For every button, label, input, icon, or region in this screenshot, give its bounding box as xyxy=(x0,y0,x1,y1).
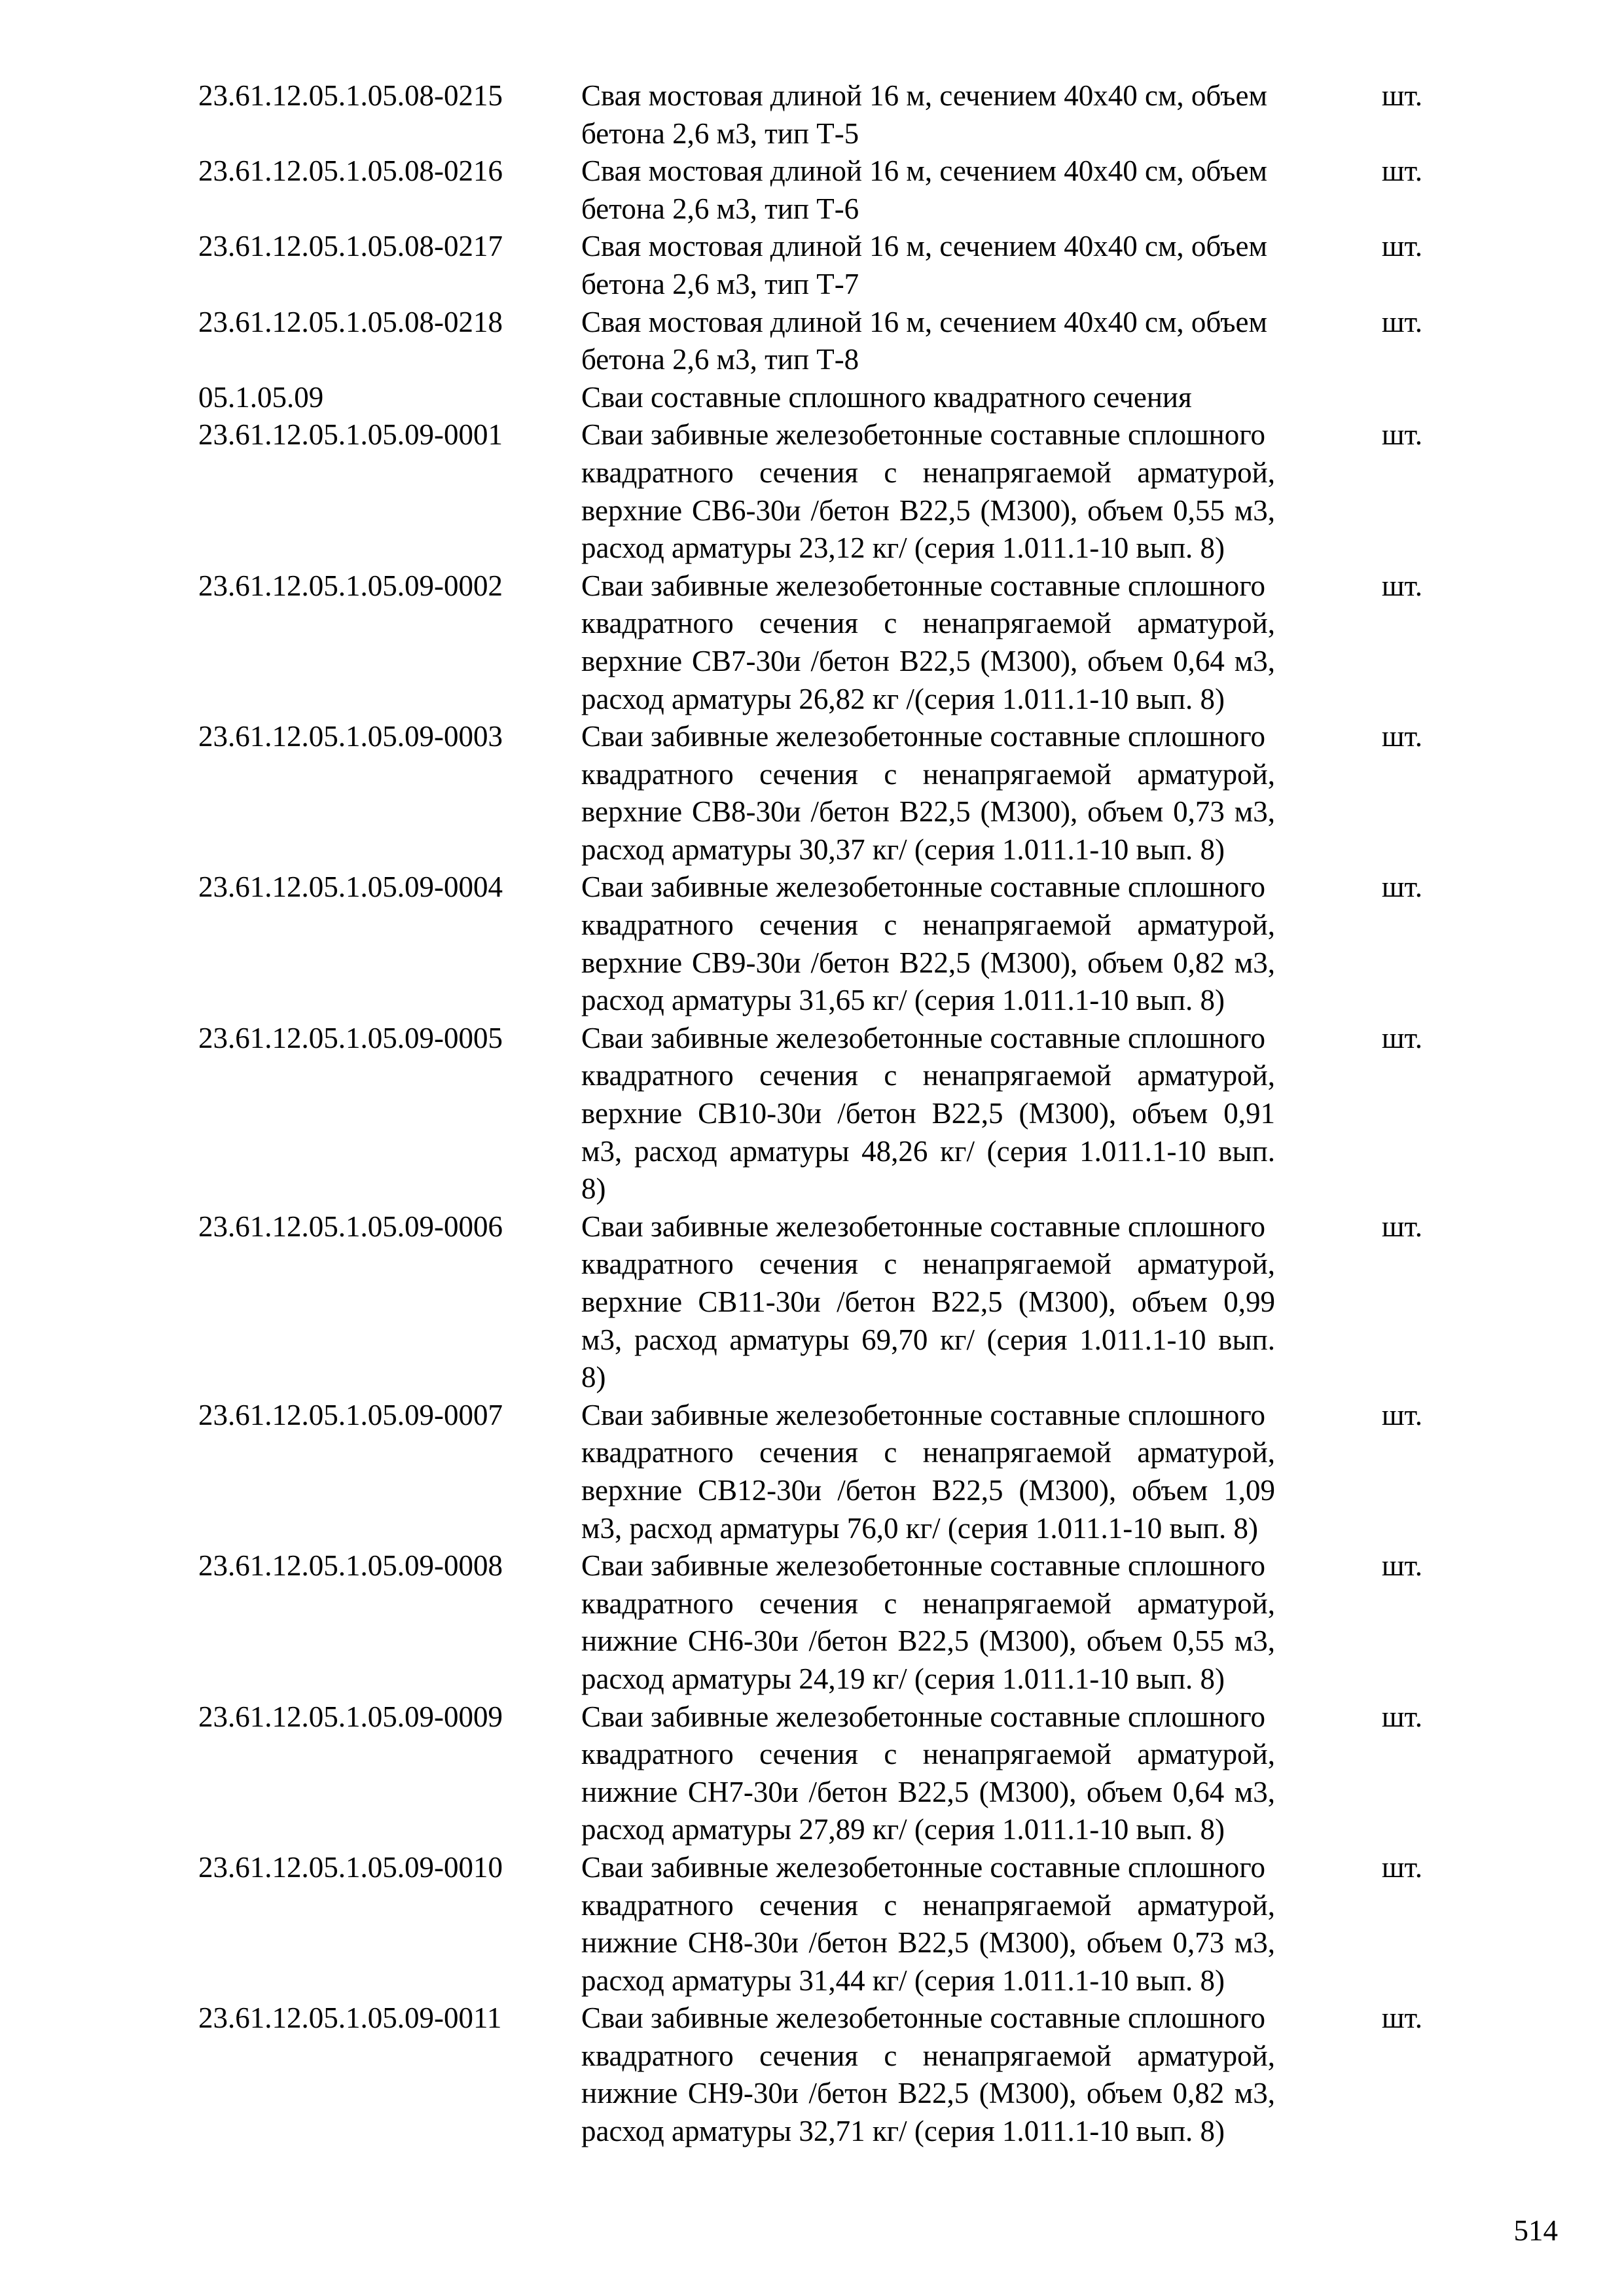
description-line: квадратного сечения с ненапрягаемой арматурой, xyxy=(581,757,1275,791)
description-line: нижние СН8-30и /бетон В22,5 (М300), объем 0,73 м3, xyxy=(581,1926,1275,1960)
catalog-entry xyxy=(198,77,1422,152)
description-line: расход арматуры 31,44 кг/ (серия 1.011.1-10 вып. 8) xyxy=(581,1964,1225,1997)
description-line: расход арматуры 30,37 кг/ (серия 1.011.1-10 вып. 8) xyxy=(581,833,1225,866)
description-line: бетона 2,6 м3, тип Т-5 xyxy=(581,117,859,150)
entry-unit: шт. xyxy=(1381,305,1422,338)
entry-unit: шт. xyxy=(1381,154,1422,188)
entry-description xyxy=(581,1547,1363,1698)
description-line: Свая мостовая длиной 16 м, сечением 40х40 см, объем xyxy=(581,230,1267,263)
description-line: 8) xyxy=(581,1361,606,1394)
description-line: бетона 2,6 м3, тип Т-7 xyxy=(581,267,859,300)
description-line: расход арматуры 23,12 кг/ (серия 1.011.1-10 вып. 8) xyxy=(581,531,1225,565)
description-line: м3, расход арматуры 76,0 кг/ (серия 1.011.1-10 вып. 8) xyxy=(581,1511,1258,1545)
description-line: Сваи забивные железобетонные составные сплошного xyxy=(581,1021,1266,1054)
description-line: верхние СВ9-30и /бетон В22,5 (М300), объем 0,82 м3, xyxy=(581,946,1275,979)
entry-code: 23.61.12.05.1.05.08-0218 xyxy=(198,305,503,338)
entry-unit: шт. xyxy=(1381,230,1422,263)
entry-code: 05.1.05.09 xyxy=(198,380,324,414)
catalog-entry xyxy=(198,1208,1422,1397)
entry-code: 23.61.12.05.1.05.09-0004 xyxy=(198,870,503,904)
entry-unit: шт. xyxy=(1381,1021,1422,1054)
entry-unit: шт. xyxy=(1381,2001,1422,2035)
description-line: Сваи забивные железобетонные составные сплошного xyxy=(581,720,1266,753)
entry-unit: шт. xyxy=(1381,870,1422,904)
entry-description xyxy=(581,416,1363,567)
entry-unit: шт. xyxy=(1381,1850,1422,1884)
description-line: м3, расход арматуры 48,26 кг/ (серия 1.011.1-10 вып. xyxy=(581,1134,1275,1168)
entry-unit: шт. xyxy=(1381,1210,1422,1243)
description-line: Сваи забивные железобетонные составные сплошного xyxy=(581,418,1266,452)
entry-description xyxy=(581,567,1363,718)
entry-unit: шт. xyxy=(1381,720,1422,753)
description-line: квадратного сечения с ненапрягаемой арматурой, xyxy=(581,1888,1275,1922)
entry-code: 23.61.12.05.1.05.09-0008 xyxy=(198,1549,503,1583)
catalog-entry xyxy=(198,152,1422,228)
entry-code: 23.61.12.05.1.05.09-0001 xyxy=(198,418,503,452)
entry-unit: шт. xyxy=(1381,1549,1422,1583)
description-line: Сваи забивные железобетонные составные сплошного xyxy=(581,2001,1266,2035)
entry-description xyxy=(581,1208,1363,1397)
entry-description xyxy=(581,1698,1363,1849)
description-line: квадратного сечения с ненапрягаемой арматурой, xyxy=(581,607,1275,640)
catalog-entry xyxy=(198,304,1422,379)
entry-description xyxy=(581,718,1363,869)
catalog-list xyxy=(198,77,1422,2151)
catalog-entry xyxy=(198,1547,1422,1698)
catalog-entry xyxy=(198,379,1422,417)
description-line: Сваи забивные железобетонные составные сплошного xyxy=(581,1700,1266,1733)
entry-unit: шт. xyxy=(1381,1398,1422,1431)
description-line: квадратного сечения с ненапрягаемой арматурой, xyxy=(581,456,1275,489)
entry-unit: шт. xyxy=(1381,418,1422,452)
catalog-entry xyxy=(198,2000,1422,2150)
entry-code: 23.61.12.05.1.05.08-0217 xyxy=(198,230,503,263)
catalog-entry xyxy=(198,1397,1422,1547)
description-line: Сваи забивные железобетонные составные сплошного xyxy=(581,1210,1266,1243)
catalog-entry xyxy=(198,1849,1422,2000)
description-line: квадратного сечения с ненапрягаемой арматурой, xyxy=(581,1587,1275,1620)
description-line: расход арматуры 27,89 кг/ (серия 1.011.1-10 вып. 8) xyxy=(581,1813,1225,1846)
entry-code: 23.61.12.05.1.05.09-0006 xyxy=(198,1210,503,1243)
entry-code: 23.61.12.05.1.05.09-0002 xyxy=(198,569,503,602)
page-number: 514 xyxy=(1513,2214,1558,2247)
description-line: Сваи забивные железобетонные составные сплошного xyxy=(581,1850,1266,1884)
description-line: Свая мостовая длиной 16 м, сечением 40х40 см, объем xyxy=(581,79,1267,112)
catalog-entry xyxy=(198,567,1422,718)
entry-code: 23.61.12.05.1.05.08-0216 xyxy=(198,154,503,188)
description-line: расход арматуры 32,71 кг/ (серия 1.011.1-10 вып. 8) xyxy=(581,2115,1225,2148)
description-line: квадратного сечения с ненапрягаемой арматурой, xyxy=(581,1738,1275,1771)
entry-code: 23.61.12.05.1.05.09-0009 xyxy=(198,1700,503,1733)
entry-description xyxy=(581,869,1363,1019)
description-line: нижние СН9-30и /бетон В22,5 (М300), объем 0,82 м3, xyxy=(581,2077,1275,2110)
description-line: Сваи забивные железобетонные составные сплошного xyxy=(581,1398,1266,1431)
description-line: квадратного сечения с ненапрягаемой арматурой, xyxy=(581,1247,1275,1281)
description-line: квадратного сечения с ненапрягаемой арматурой, xyxy=(581,908,1275,942)
description-line: верхние СВ11-30и /бетон В22,5 (М300), объем 0,99 xyxy=(581,1285,1275,1318)
description-line: нижние СН6-30и /бетон В22,5 (М300), объем 0,55 м3, xyxy=(581,1624,1275,1658)
entry-description xyxy=(581,1020,1363,1208)
catalog-entry xyxy=(198,1698,1422,1849)
description-line: 8) xyxy=(581,1172,606,1206)
description-line: Сваи забивные железобетонные составные сплошного xyxy=(581,569,1266,602)
description-line: расход арматуры 24,19 кг/ (серия 1.011.1-10 вып. 8) xyxy=(581,1662,1225,1695)
catalog-entry xyxy=(198,869,1422,1019)
description-line: Сваи забивные железобетонные составные сплошного xyxy=(581,1549,1266,1583)
description-line: верхние СВ6-30и /бетон В22,5 (М300), объем 0,55 м3, xyxy=(581,493,1275,527)
entry-unit: шт. xyxy=(1381,569,1422,602)
entry-unit: шт. xyxy=(1381,1700,1422,1733)
description-line: Свая мостовая длиной 16 м, сечением 40х40 см, объем xyxy=(581,154,1267,188)
description-line: верхние СВ10-30и /бетон В22,5 (М300), объем 0,91 xyxy=(581,1097,1275,1130)
entry-code: 23.61.12.05.1.05.09-0011 xyxy=(198,2001,502,2035)
entry-description xyxy=(581,2000,1363,2150)
description-line: квадратного сечения с ненапрягаемой арматурой, xyxy=(581,1059,1275,1092)
description-line: бетона 2,6 м3, тип Т-6 xyxy=(581,192,859,225)
description-line: Сваи составные сплошного квадратного сечения xyxy=(581,380,1192,414)
catalog-entry xyxy=(198,416,1422,567)
entry-description xyxy=(581,228,1363,303)
entry-description xyxy=(581,1849,1363,2000)
description-line: расход арматуры 26,82 кг /(серия 1.011.1-10 вып. 8) xyxy=(581,682,1225,715)
description-line: м3, расход арматуры 69,70 кг/ (серия 1.011.1-10 вып. xyxy=(581,1323,1275,1356)
catalog-entry xyxy=(198,1020,1422,1208)
entry-code: 23.61.12.05.1.05.09-0003 xyxy=(198,720,503,753)
description-line: верхние СВ7-30и /бетон В22,5 (М300), объем 0,64 м3, xyxy=(581,644,1275,677)
entry-code: 23.61.12.05.1.05.09-0005 xyxy=(198,1021,503,1054)
description-line: бетона 2,6 м3, тип Т-8 xyxy=(581,343,859,376)
description-line: верхние СВ8-30и /бетон В22,5 (М300), объем 0,73 м3, xyxy=(581,795,1275,829)
entry-description xyxy=(581,77,1363,152)
description-line: квадратного сечения с ненапрягаемой арматурой, xyxy=(581,1436,1275,1469)
catalog-entry xyxy=(198,228,1422,303)
description-line: нижние СН7-30и /бетон В22,5 (М300), объем 0,64 м3, xyxy=(581,1775,1275,1808)
entry-code: 23.61.12.05.1.05.09-0010 xyxy=(198,1850,503,1884)
entry-description xyxy=(581,379,1363,417)
entry-description xyxy=(581,152,1363,228)
entry-description xyxy=(581,1397,1363,1547)
description-line: квадратного сечения с ненапрягаемой арматурой, xyxy=(581,2039,1275,2072)
description-line: расход арматуры 31,65 кг/ (серия 1.011.1-10 вып. 8) xyxy=(581,984,1225,1017)
description-line: верхние СВ12-30и /бетон В22,5 (М300), объем 1,09 xyxy=(581,1473,1275,1507)
entry-description xyxy=(581,304,1363,379)
entry-code: 23.61.12.05.1.05.08-0215 xyxy=(198,79,503,112)
description-line: Сваи забивные железобетонные составные сплошного xyxy=(581,870,1266,904)
entry-code: 23.61.12.05.1.05.09-0007 xyxy=(198,1398,503,1431)
description-line: Свая мостовая длиной 16 м, сечением 40х40 см, объем xyxy=(581,305,1267,338)
entry-unit: шт. xyxy=(1381,79,1422,112)
catalog-entry xyxy=(198,718,1422,869)
